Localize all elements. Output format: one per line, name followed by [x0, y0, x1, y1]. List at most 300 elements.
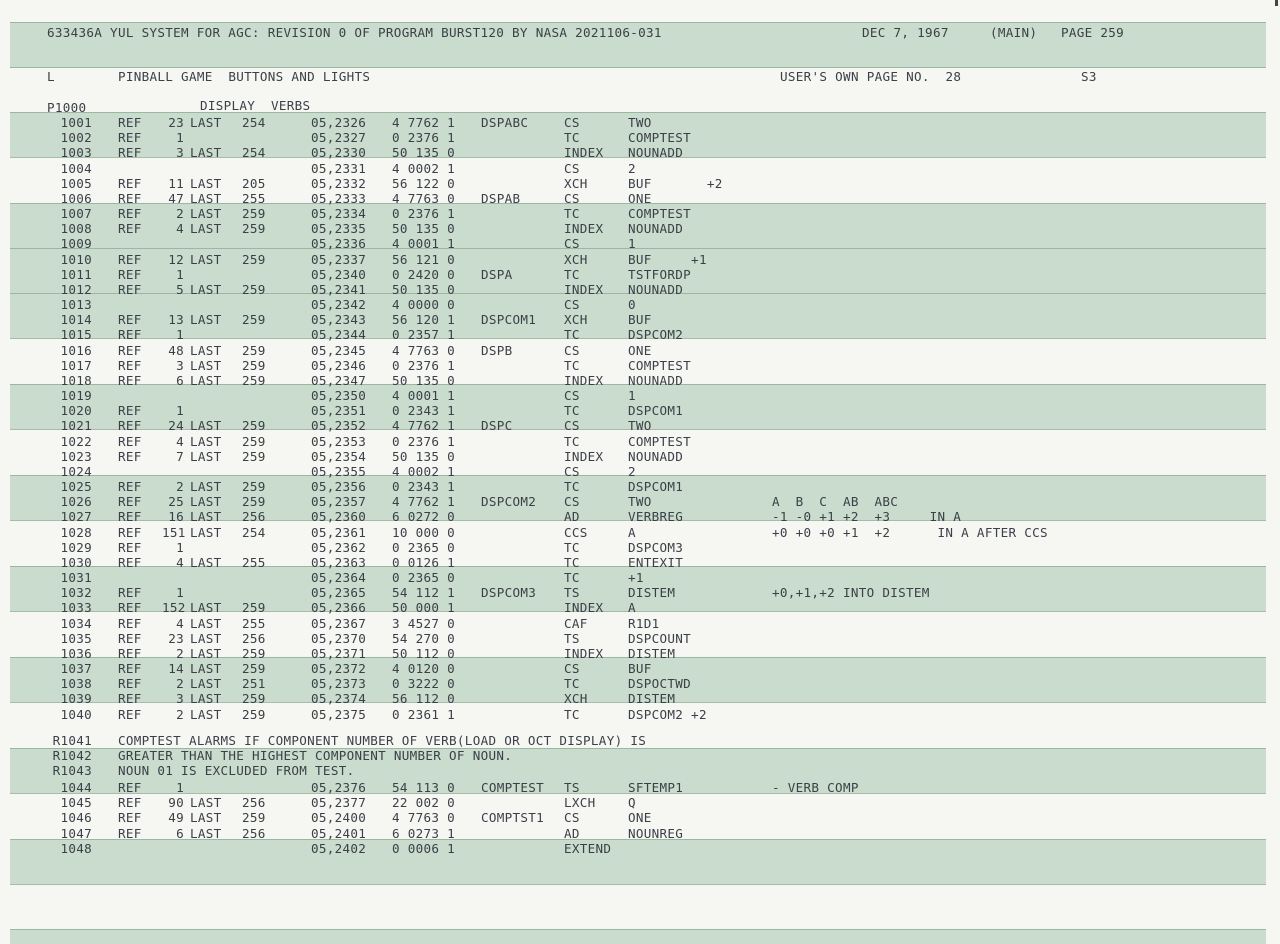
ref-count: 2	[176, 706, 184, 722]
line-number: 1027	[60, 509, 92, 525]
octal-word: 4 7763 0	[392, 342, 456, 358]
opcode: LXCH	[564, 795, 596, 811]
operand: NOUNREG	[628, 825, 684, 841]
symbol-label: DSPCOM3	[481, 585, 537, 601]
address: 05,2364	[311, 570, 367, 586]
ref-count: 25	[168, 494, 184, 510]
address: 05,2376	[311, 780, 367, 795]
line-number: 1013	[60, 297, 92, 313]
opcode: TC	[564, 570, 580, 586]
last-page: 251	[242, 676, 266, 692]
opcode: XCH	[564, 312, 588, 328]
operand: A	[628, 600, 636, 616]
address: 05,2350	[311, 388, 367, 404]
listing-row	[0, 691, 1280, 706]
ref-keyword: REF	[118, 433, 142, 449]
octal-word: 6 0273 1	[392, 825, 456, 841]
operand: TWO	[628, 494, 652, 510]
line-number: 1025	[60, 479, 92, 495]
listing-row	[0, 780, 1280, 795]
listing-row	[0, 221, 1280, 236]
last-page: 259	[242, 448, 266, 464]
ref-keyword: REF	[118, 327, 142, 343]
address: 05,2357	[311, 494, 367, 510]
opcode: TC	[564, 130, 580, 146]
ref-keyword: REF	[118, 795, 142, 811]
line-number: 1005	[60, 175, 92, 191]
ref-keyword: REF	[118, 251, 142, 267]
opcode: CS	[564, 160, 580, 176]
ref-count: 14	[168, 661, 184, 677]
last-keyword: LAST	[190, 342, 222, 358]
last-page: 259	[242, 312, 266, 328]
ref-keyword: REF	[118, 661, 142, 677]
ref-count: 23	[168, 115, 184, 130]
line-number: 1009	[60, 236, 92, 252]
last-keyword: LAST	[190, 281, 222, 297]
opcode: INDEX	[564, 145, 604, 161]
listing-date: DEC 7, 1967	[862, 25, 949, 40]
ref-keyword: REF	[118, 418, 142, 434]
address: 05,2327	[311, 130, 367, 146]
opcode: CS	[564, 388, 580, 404]
symbol-label: DSPC	[481, 418, 513, 434]
octal-word: 50 135 0	[392, 448, 456, 464]
ref-keyword: REF	[118, 130, 142, 146]
opcode: TC	[564, 706, 580, 722]
ref-keyword: REF	[118, 281, 142, 297]
address: 05,2326	[311, 115, 367, 130]
line-number: 1046	[60, 810, 92, 826]
last-keyword: LAST	[190, 524, 222, 540]
octal-word: 50 112 0	[392, 645, 456, 661]
listing-row	[0, 707, 1280, 722]
line-number: 1007	[60, 206, 92, 222]
ref-count: 3	[176, 691, 184, 707]
ref-count: 4	[176, 221, 184, 237]
ref-keyword: REF	[118, 372, 142, 388]
last-keyword: LAST	[190, 418, 222, 434]
operand: 1	[628, 388, 636, 404]
ref-count: 23	[168, 630, 184, 646]
address: 05,2334	[311, 206, 367, 222]
ref-count: 152	[162, 600, 186, 616]
symbol-label: DSPCOM2	[481, 494, 537, 510]
octal-word: 10 000 0	[392, 524, 456, 540]
ref-count: 90	[168, 795, 184, 811]
ref-count: 12	[168, 251, 184, 267]
listing-row	[0, 494, 1280, 509]
operand: TWO	[628, 418, 652, 434]
operand: ONE	[628, 810, 652, 826]
ref-count: 6	[176, 825, 184, 841]
last-keyword: LAST	[190, 312, 222, 328]
last-page: 259	[242, 645, 266, 661]
listing-row	[0, 176, 1280, 191]
octal-word: 4 7762 1	[392, 494, 456, 510]
ref-count: 6	[176, 372, 184, 388]
line-number: 1011	[60, 266, 92, 282]
address: 05,2355	[311, 463, 367, 479]
ref-keyword: REF	[118, 600, 142, 616]
operand: DSPOCTWD	[628, 676, 692, 692]
operand: Q	[628, 795, 636, 811]
symbol-label: COMPTEST	[481, 780, 545, 795]
listing-row	[0, 161, 1280, 176]
opcode: INDEX	[564, 645, 604, 661]
last-page: 259	[242, 494, 266, 510]
line-number: 1020	[60, 403, 92, 419]
remark-text: COMPTEST ALARMS IF COMPONENT NUMBER OF VERB(LOAD OR OCT DISPLAY) IS	[118, 733, 647, 748]
last-page: 259	[242, 251, 266, 267]
address: 05,2372	[311, 661, 367, 677]
last-page: 259	[242, 357, 266, 373]
operand: COMPTEST	[628, 130, 692, 146]
last-page: 259	[242, 206, 266, 222]
octal-word: 0 0126 1	[392, 554, 456, 570]
octal-word: 0 2343 1	[392, 403, 456, 419]
listing-row	[0, 555, 1280, 570]
octal-word: 4 0120 0	[392, 661, 456, 677]
ref-keyword: REF	[118, 479, 142, 495]
operand: BUF +2	[628, 175, 723, 191]
listing-row	[0, 661, 1280, 676]
operand: SFTEMP1	[628, 780, 684, 795]
last-keyword: LAST	[190, 251, 222, 267]
line-number: 1045	[60, 795, 92, 811]
listing-row	[0, 252, 1280, 267]
operand: 1	[628, 236, 636, 252]
operand: NOUNADD	[628, 221, 684, 237]
line-number: 1017	[60, 357, 92, 373]
address: 05,2365	[311, 585, 367, 601]
line-number: 1033	[60, 600, 92, 616]
ref-keyword: REF	[118, 539, 142, 555]
octal-word: 0 2376 1	[392, 357, 456, 373]
user-page-number: USER'S OWN PAGE NO. 28	[780, 69, 962, 84]
listing-row	[0, 312, 1280, 327]
octal-word: 4 7763 0	[392, 190, 456, 206]
listing-row	[0, 600, 1280, 615]
ref-keyword: REF	[118, 554, 142, 570]
opcode: TC	[564, 357, 580, 373]
line-number: 1048	[60, 840, 92, 856]
opcode: CS	[564, 661, 580, 677]
ref-count: 47	[168, 190, 184, 206]
last-keyword: LAST	[190, 676, 222, 692]
octal-word: 0 2357 1	[392, 327, 456, 343]
line-number: 1036	[60, 645, 92, 661]
listing-row	[0, 841, 1280, 856]
ref-keyword: REF	[118, 524, 142, 540]
opcode: TS	[564, 585, 580, 601]
ref-keyword: REF	[118, 357, 142, 373]
opcode: XCH	[564, 251, 588, 267]
opcode: CS	[564, 494, 580, 510]
address: 05,2400	[311, 810, 367, 826]
symbol-label: DSPCOM1	[481, 312, 537, 328]
octal-word: 3 4527 0	[392, 615, 456, 631]
subheader-mark: L	[47, 69, 55, 84]
last-page: 259	[242, 479, 266, 495]
ref-count: 2	[176, 206, 184, 222]
last-keyword: LAST	[190, 661, 222, 677]
line-number: 1034	[60, 615, 92, 631]
operand: 0	[628, 297, 636, 313]
operand: BUF	[628, 661, 652, 677]
operand: DSPCOM3	[628, 539, 684, 555]
line-number: 1023	[60, 448, 92, 464]
octal-word: 0 2365 0	[392, 570, 456, 586]
operand: R1D1	[628, 615, 660, 631]
line-number: 1038	[60, 676, 92, 692]
octal-word: 0 2361 1	[392, 706, 456, 722]
address: 05,2370	[311, 630, 367, 646]
opcode: INDEX	[564, 448, 604, 464]
symbol-label: DSPA	[481, 266, 513, 282]
line-number: 1037	[60, 661, 92, 677]
address: 05,2377	[311, 795, 367, 811]
ref-count: 4	[176, 433, 184, 449]
listing-main: (MAIN)	[990, 25, 1038, 40]
remark-row	[0, 763, 1280, 778]
line-number: 1024	[60, 463, 92, 479]
last-page: 259	[242, 600, 266, 616]
listing-row	[0, 206, 1280, 221]
address: 05,2330	[311, 145, 367, 161]
address: 05,2361	[311, 524, 367, 540]
operand: DISTEM	[628, 691, 676, 707]
octal-word: 0 0006 1	[392, 840, 456, 856]
ref-keyword: REF	[118, 645, 142, 661]
opcode: INDEX	[564, 600, 604, 616]
page-number: PAGE 259	[1061, 25, 1125, 40]
ref-keyword: REF	[118, 630, 142, 646]
opcode: INDEX	[564, 281, 604, 297]
ref-count: 5	[176, 281, 184, 297]
octal-word: 0 2376 1	[392, 206, 456, 222]
ref-keyword: REF	[118, 403, 142, 419]
opcode: INDEX	[564, 221, 604, 237]
line-number: 1004	[60, 160, 92, 176]
symbol-label: DSPB	[481, 342, 513, 358]
last-keyword: LAST	[190, 494, 222, 510]
octal-word: 54 113 0	[392, 780, 456, 795]
ref-count: 151	[162, 524, 186, 540]
opcode: CS	[564, 810, 580, 826]
listing-row	[0, 145, 1280, 160]
address: 05,2374	[311, 691, 367, 707]
opcode: CS	[564, 115, 580, 130]
address: 05,2345	[311, 342, 367, 358]
last-keyword: LAST	[190, 825, 222, 841]
last-page: 254	[242, 145, 266, 161]
octal-word: 4 0002 1	[392, 463, 456, 479]
listing-row	[0, 267, 1280, 282]
last-keyword: LAST	[190, 175, 222, 191]
last-page: 259	[242, 342, 266, 358]
operand: +1	[628, 570, 644, 586]
line-number: 1039	[60, 691, 92, 707]
last-keyword: LAST	[190, 190, 222, 206]
last-page: 256	[242, 795, 266, 811]
opcode: TC	[564, 403, 580, 419]
address: 05,2333	[311, 190, 367, 206]
opcode: XCH	[564, 175, 588, 191]
last-keyword: LAST	[190, 509, 222, 525]
last-keyword: LAST	[190, 357, 222, 373]
band	[10, 929, 1266, 944]
listing-row	[0, 646, 1280, 661]
ref-keyword: REF	[118, 676, 142, 692]
octal-word: 56 122 0	[392, 175, 456, 191]
ref-count: 49	[168, 810, 184, 826]
opcode: TC	[564, 554, 580, 570]
octal-word: 4 7762 1	[392, 115, 456, 130]
section-title: DISPLAY VERBS	[200, 98, 311, 113]
octal-word: 22 002 0	[392, 795, 456, 811]
ref-keyword: REF	[118, 448, 142, 464]
line-number: 1012	[60, 281, 92, 297]
line-number: 1003	[60, 145, 92, 161]
ref-keyword: REF	[118, 810, 142, 826]
ref-keyword: REF	[118, 706, 142, 722]
octal-word: 6 0272 0	[392, 509, 456, 525]
opcode: CS	[564, 342, 580, 358]
octal-word: 4 0001 1	[392, 236, 456, 252]
opcode: CS	[564, 418, 580, 434]
ref-keyword: REF	[118, 206, 142, 222]
opcode: CCS	[564, 524, 588, 540]
opcode: TC	[564, 539, 580, 555]
last-keyword: LAST	[190, 810, 222, 826]
ref-count: 48	[168, 342, 184, 358]
last-keyword: LAST	[190, 645, 222, 661]
operand: COMPTEST	[628, 357, 692, 373]
ref-count: 1	[176, 266, 184, 282]
last-keyword: LAST	[190, 615, 222, 631]
last-keyword: LAST	[190, 691, 222, 707]
last-page: 256	[242, 509, 266, 525]
octal-word: 0 3222 0	[392, 676, 456, 692]
paper-mark	[1275, 0, 1278, 6]
operand: DSPCOUNT	[628, 630, 692, 646]
ref-keyword: REF	[118, 615, 142, 631]
section-code: S3	[1081, 69, 1097, 84]
last-keyword: LAST	[190, 706, 222, 722]
line-number: 1030	[60, 554, 92, 570]
octal-word: 50 135 0	[392, 372, 456, 388]
line-number: 1031	[60, 570, 92, 586]
opcode: TC	[564, 266, 580, 282]
address: 05,2352	[311, 418, 367, 434]
remark-number: R1041	[52, 733, 92, 748]
line-number: 1015	[60, 327, 92, 343]
octal-word: 50 135 0	[392, 145, 456, 161]
address: 05,2340	[311, 266, 367, 282]
ref-keyword: REF	[118, 266, 142, 282]
opcode: EXTEND	[564, 840, 612, 856]
ref-count: 4	[176, 615, 184, 631]
ref-keyword: REF	[118, 342, 142, 358]
line-number: 1018	[60, 372, 92, 388]
address: 05,2336	[311, 236, 367, 252]
octal-word: 50 135 0	[392, 221, 456, 237]
operand: A	[628, 524, 636, 540]
comment: +0,+1,+2 INTO DISTEM	[772, 585, 930, 601]
address: 05,2337	[311, 251, 367, 267]
address: 05,2353	[311, 433, 367, 449]
ref-count: 2	[176, 676, 184, 692]
line-number: 1014	[60, 312, 92, 328]
address: 05,2360	[311, 509, 367, 525]
line-number: 1047	[60, 825, 92, 841]
last-page: 256	[242, 825, 266, 841]
ref-count: 2	[176, 645, 184, 661]
opcode: CS	[564, 463, 580, 479]
ref-count: 1	[176, 585, 184, 601]
listing-row	[0, 631, 1280, 646]
ref-keyword: REF	[118, 175, 142, 191]
operand: COMPTEST	[628, 206, 692, 222]
opcode: TC	[564, 676, 580, 692]
address: 05,2341	[311, 281, 367, 297]
remark-text: NOUN 01 IS EXCLUDED FROM TEST.	[118, 763, 355, 779]
operand: DISTEM	[628, 585, 676, 601]
octal-word: 0 2420 0	[392, 266, 456, 282]
ref-count: 3	[176, 145, 184, 161]
symbol-label: DSPAB	[481, 190, 521, 206]
last-page: 259	[242, 691, 266, 707]
operand: NOUNADD	[628, 372, 684, 388]
listing-row	[0, 525, 1280, 540]
operand: TWO	[628, 115, 652, 130]
listing-row	[0, 826, 1280, 841]
remark-number: R1042	[52, 748, 92, 764]
opcode: TC	[564, 433, 580, 449]
operand: NOUNADD	[628, 145, 684, 161]
last-keyword: LAST	[190, 221, 222, 237]
listing-row	[0, 388, 1280, 403]
address: 05,2375	[311, 706, 367, 722]
opcode: AD	[564, 825, 580, 841]
opcode: INDEX	[564, 372, 604, 388]
last-page: 259	[242, 433, 266, 449]
line-number: 1040	[60, 706, 92, 722]
last-keyword: LAST	[190, 206, 222, 222]
line-number: 1022	[60, 433, 92, 449]
last-keyword: LAST	[190, 372, 222, 388]
listing-row	[0, 403, 1280, 418]
listing-row	[0, 191, 1280, 206]
octal-word: 0 2376 1	[392, 433, 456, 449]
line-number: 1010	[60, 251, 92, 267]
octal-word: 56 121 0	[392, 251, 456, 267]
last-page: 254	[242, 524, 266, 540]
ref-count: 1	[176, 403, 184, 419]
comment: -1 -0 +1 +2 +3 IN A	[772, 509, 962, 525]
octal-word: 54 270 0	[392, 630, 456, 646]
comment: - VERB COMP	[772, 780, 859, 795]
address: 05,2335	[311, 221, 367, 237]
listing-row	[0, 130, 1280, 145]
address: 05,2371	[311, 645, 367, 661]
operand: DSPCOM2	[628, 327, 684, 343]
operand: 2	[628, 463, 636, 479]
last-page: 205	[242, 175, 266, 191]
octal-word: 50 000 1	[392, 600, 456, 616]
last-page: 259	[242, 810, 266, 826]
